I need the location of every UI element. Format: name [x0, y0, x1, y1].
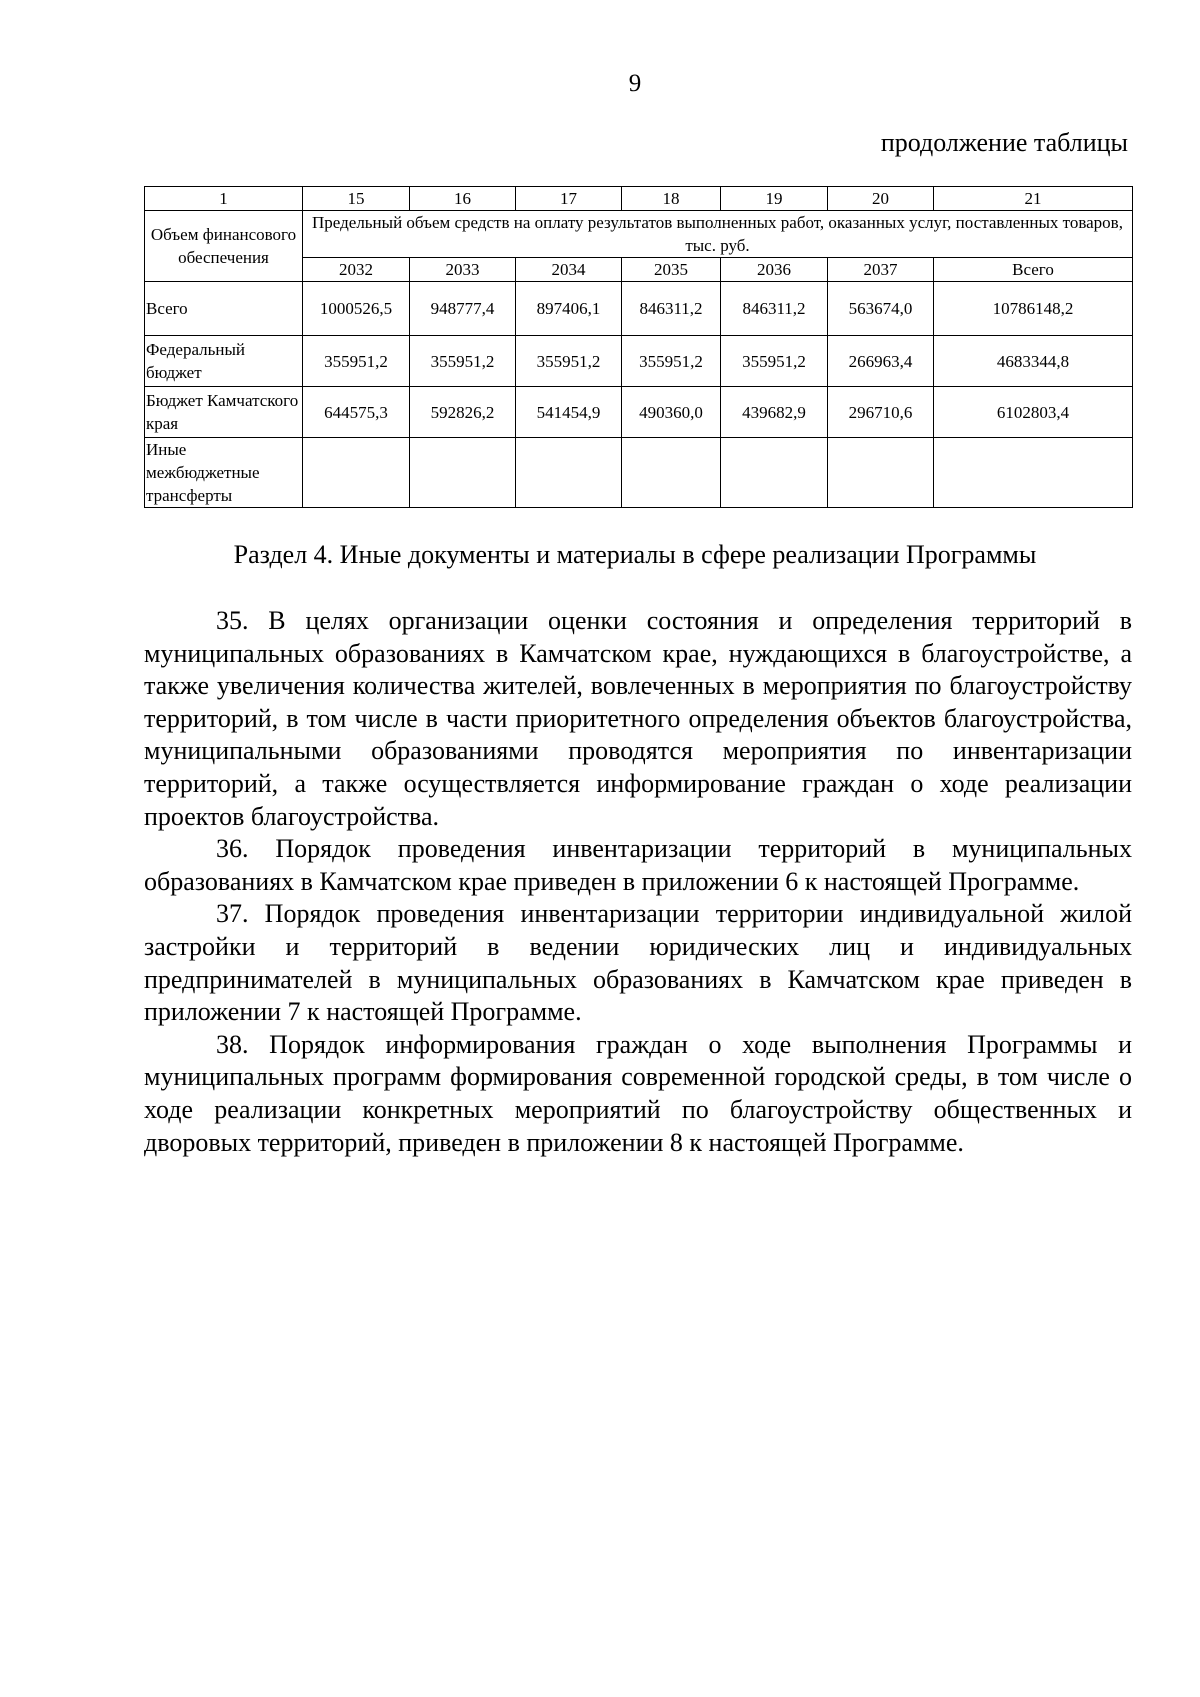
table-cell: 541454,9: [516, 387, 622, 438]
year-header: 2037: [828, 258, 934, 282]
year-header: 2035: [622, 258, 721, 282]
page-number: 9: [628, 70, 642, 97]
year-header: 2034: [516, 258, 622, 282]
table-cell: [516, 438, 622, 508]
table-continuation-label: продолжение таблицы: [880, 128, 1128, 157]
table-cell: 355951,2: [303, 336, 410, 387]
total-header: Всего: [934, 258, 1133, 282]
table-cell: 4683344,8: [934, 336, 1133, 387]
financing-table: [144, 186, 1133, 508]
table-cell: 846311,2: [721, 282, 828, 336]
table-cell: 563674,0: [828, 282, 934, 336]
column-number: 17: [516, 187, 622, 211]
table-cell: 355951,2: [410, 336, 516, 387]
column-number: 15: [303, 187, 410, 211]
table-cell: 296710,6: [828, 387, 934, 438]
column-number: 20: [828, 187, 934, 211]
table-cell: 1000526,5: [303, 282, 410, 336]
row-label: Федеральный бюджет: [145, 336, 303, 387]
table-row: [145, 438, 1133, 508]
table-cell: [721, 438, 828, 508]
table-cell: [934, 438, 1133, 508]
table-cell: 439682,9: [721, 387, 828, 438]
column-number: 18: [622, 187, 721, 211]
table-cell: 355951,2: [622, 336, 721, 387]
column-number: 19: [721, 187, 828, 211]
header-row: [145, 211, 1133, 258]
table-row: [145, 387, 1133, 438]
paragraph-35: 35. В целях организации оценки состояния и определения территорий в муниципальных образованиях в Камчатском крае, нуждающихся в благоустройстве, а также увеличения количества жителей, вовлеченных в мероприятия по благоустройству территорий, в том числе в части приоритетного определения объектов благоустройства, муниципальными образованиями проводятся мероприятия по инвентаризации территорий, а также осуществляется информирование граждан о ходе реализации проектов благоустройства.: [144, 606, 1132, 831]
year-header: 2036: [721, 258, 828, 282]
table-cell: [303, 438, 410, 508]
section-title: Раздел 4. Иные документы и материалы в сфере реализации Программы: [233, 540, 1037, 569]
table-cell: [410, 438, 516, 508]
column-number: 1: [145, 187, 303, 211]
group-header: Предельный объем средств на оплату результатов выполненных работ, оказанных услуг, поставленных товаров, тыс. руб.: [303, 211, 1133, 258]
table-cell: 846311,2: [622, 282, 721, 336]
row-label: Всего: [145, 282, 303, 336]
table-cell: 490360,0: [622, 387, 721, 438]
table-cell: [828, 438, 934, 508]
table-cell: 6102803,4: [934, 387, 1133, 438]
column-number: 16: [410, 187, 516, 211]
year-header: 2032: [303, 258, 410, 282]
table-cell: 897406,1: [516, 282, 622, 336]
table-cell: 10786148,2: [934, 282, 1133, 336]
column-number: 21: [934, 187, 1133, 211]
paragraph-38: 38. Порядок информирования граждан о ходе выполнения Программы и муниципальных программ формирования современной городской среды, в том числе о ходе реализации конкретных мероприятий по благоустройству общественных и дворовых территорий, приведен в приложении 8 к настоящей Программе.: [144, 1029, 1132, 1157]
year-header: 2033: [410, 258, 516, 282]
table-cell: 355951,2: [721, 336, 828, 387]
table-row: [145, 282, 1133, 336]
table-cell: 266963,4: [828, 336, 934, 387]
column-number-row: [145, 187, 1133, 211]
table-cell: [622, 438, 721, 508]
table-row: [145, 336, 1133, 387]
paragraph-37: 37. Порядок проведения инвентаризации территории индивидуальной жилой застройки и территорий в ведении юридических лиц и индивидуальных предпринимателей в муниципальных образованиях в Камчатском крае приведен в приложении 7 к настоящей Программе.: [144, 899, 1132, 1027]
table-cell: 592826,2: [410, 387, 516, 438]
table-cell: 355951,2: [516, 336, 622, 387]
table-cell: 644575,3: [303, 387, 410, 438]
body-text: [144, 605, 1132, 1159]
table-cell: 948777,4: [410, 282, 516, 336]
row-label: Бюджет Камчатского края: [145, 387, 303, 438]
row-header-label: Объем финансового обеспечения: [145, 211, 303, 282]
paragraph-36: 36. Порядок проведения инвентаризации территорий в муниципальных образованиях в Камчатском крае приведен в приложении 6 к настоящей Программе.: [144, 834, 1132, 896]
row-label: Иные межбюджетные трансферты: [145, 438, 303, 508]
